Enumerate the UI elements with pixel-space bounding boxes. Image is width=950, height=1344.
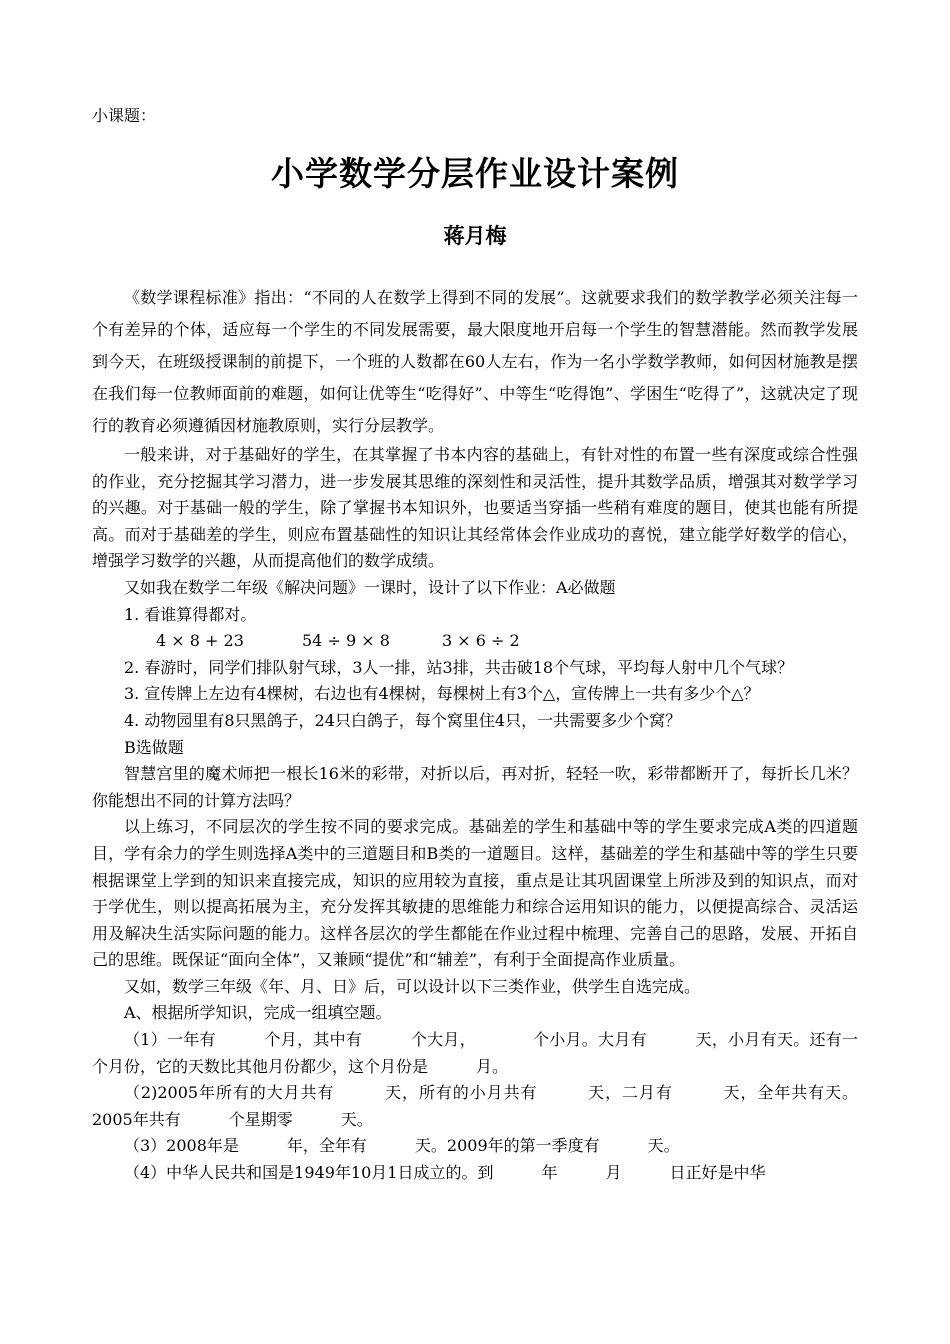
intro-paragraph-1: 《数学课程标准》指出：“不同的人在数学上得到不同的发展”。这就要求我们的数学教学必须关注每一个有差异的个体，适应每一个学生的不同发展需要，最大限度地开启每一个学生的智慧潜能。然而教学发展到今天，在班级授课制的前提下，一个班的人数都在60人左右，作为一名小学数学教师，如何因材施教是摆在我们每一位教师面前的难题，如何让优等生“吃得好”、中等生“吃得饱”、学困生“吃得了”，这就决定了现行的教育必须遵循因材施教原则，实行分层教学。 [92,288,858,435]
question-2: 2. 春游时，同学们排队射气球，3人一排，站3排，共击破18个气球，平均每人射中几个气球？ [124,657,794,677]
optional-label: B选做题 [124,737,184,757]
document-title: 小学数学分层作业设计案例 [271,154,679,193]
fill-blank-4: （4）中华人民共和国是1949年10月1日成立的。到 年 月 日正好是中华 [124,1163,766,1183]
intro-paragraph-2: 一般来讲，对于基础好的学生，在其掌握了书本内容的基础上，有针对性的布置一些有深度或综合性强的作业，充分挖掘其学习潜力，进一步发展其思维的深刻性和灵活性，提升其数学品质，增强其对数学学习的兴趣。对于基础一般的学生，除了掌握书本知识外，也要适当穿插一些稍有难度的题目，使其也能有所提高。而对于基础差的学生，则应布置基础性的知识让其经常体会作业成功的喜悦，建立能学好数学的信心，增强学习数学的兴趣，从而提高他们的数学成绩。 [92,445,858,571]
case2-lead: 又如，数学三年级《年、月、日》后，可以设计以下三类作业，供学生自选完成。 [124,976,701,996]
case1-summary: 以上练习，不同层次的学生按不同的要求完成。基础差的学生和基础中等的学生要求完成A类的四道题目，学有余力的学生则选择A类中的三道题目和B类的一道题目。这样，基础差的学生和基础中等的学生只要根据课堂上学到的知识来直接完成，知识的应用较为直接，重点是让其巩固课堂上所涉及到的知识点，而对于学优生，则以提高拓展为主，充分发挥其敏捷的思维能力和综合运用知识的能力，以便提高综合、灵活运用及解决生活实际问题的能力。这样各层次的学生都能在作业过程中梳理、完善自己的思路，发展、开拓自己的思维。既保证“面向全体”，又兼顾“提优”和“辅差”，有利于全面提高作业质量。 [92,817,858,970]
fill-blank-label: A、根据所学知识，完成一组填空题。 [124,1003,392,1023]
calc-expression-3: 3 × 6 ÷ 2 [442,631,520,651]
author-name: 蒋月梅 [443,224,507,248]
case1-lead: 又如我在数学二年级《解决问题》一课时，设计了以下作业：A必做题 [124,577,616,597]
fill-blank-1: （1）一年有 个月，其中有 个大月， 个小月。大月有 天，小月有天。还有一个月份，它的天数比其他月份都少，这个月份是 月。 [92,1030,858,1076]
fill-blank-2: （2)2005年所有的大月共有 天，所有的小月共有 天，二月有 天，全年共有天。2005年共有 个星期零 天。 [92,1083,858,1129]
topic-label: 小课题： [92,106,157,125]
calc-expression-2: 54 ÷ 9 × 8 [302,631,390,651]
optional-question: 智慧宫里的魔术师把一根长16米的彩带，对折以后，再对折，轻轻一吹，彩带都断开了，每折长几米？你能想出不同的计算方法吗？ [92,764,858,810]
question-1: 1. 看谁算得都对。 [124,604,257,624]
question-3: 3. 宣传牌上左边有4棵树，右边也有4棵树，每棵树上有3个△，宣传牌上一共有多少个△？ [124,684,760,704]
fill-blank-3: （3）2008年是 年，全年有 天。2009年的第一季度有 天。 [124,1136,680,1156]
calc-expression-1: 4 × 8 + 23 [156,631,244,651]
document-body [92,282,858,1187]
calculation-row [92,628,858,655]
question-4: 4. 动物园里有8只黑鸽子，24只白鸽子，每个窝里住4只，一共需要多少个窝？ [124,710,682,730]
